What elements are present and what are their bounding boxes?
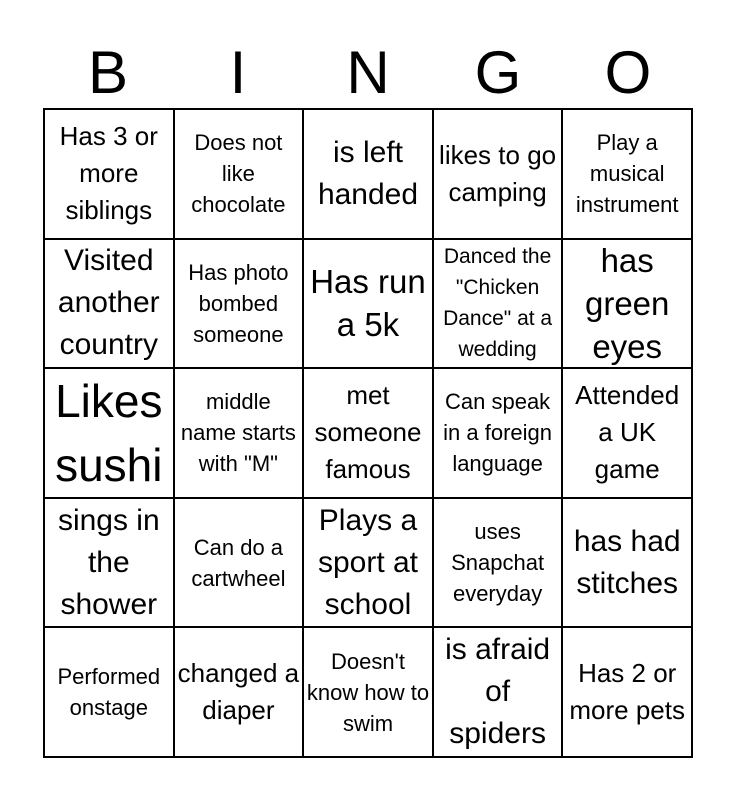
bingo-cell[interactable] — [174, 498, 304, 628]
bingo-cell[interactable] — [433, 109, 563, 239]
header-letter-n: N — [346, 39, 390, 106]
cell-text: Doesn't know how to swim — [306, 648, 430, 736]
bingo-cell[interactable] — [44, 109, 174, 239]
bingo-cell[interactable] — [44, 498, 174, 628]
cell-text: uses Snapchat everyday — [451, 519, 545, 607]
cell-text: has green eyes — [584, 241, 670, 365]
bingo-cell[interactable] — [303, 627, 433, 757]
cell-text: Can speak in a foreign language — [443, 389, 553, 477]
cell-text: changed a diaper — [177, 658, 300, 726]
cell-text: has had stitches — [573, 524, 681, 600]
bingo-cell[interactable] — [44, 368, 174, 498]
header-letter-i: I — [229, 39, 247, 106]
cell-text: is left handed — [317, 135, 419, 211]
bingo-cell[interactable] — [303, 368, 433, 498]
cell-text: Attended a UK game — [575, 380, 680, 485]
bingo-cell[interactable] — [562, 627, 692, 757]
bingo-cell[interactable] — [303, 239, 433, 369]
cell-text: Play a musical instrument — [575, 130, 679, 218]
bingo-cell[interactable] — [433, 627, 563, 757]
bingo-cell[interactable] — [433, 498, 563, 628]
bingo-cell[interactable] — [562, 498, 692, 628]
bingo-header — [43, 38, 693, 108]
bingo-cell[interactable] — [562, 109, 692, 239]
cell-text: Performed onstage — [57, 664, 161, 721]
header-letter-o: O — [604, 39, 652, 106]
cell-text: likes to go camping — [439, 139, 557, 207]
cell-text: Has 3 or more siblings — [59, 121, 158, 226]
bingo-cell[interactable] — [303, 498, 433, 628]
bingo-cell[interactable] — [433, 368, 563, 498]
cell-text: Can do a cartwheel — [191, 534, 286, 591]
cell-text: Visited another country — [57, 244, 160, 362]
bingo-cell[interactable] — [174, 627, 304, 757]
bingo-cell[interactable] — [44, 239, 174, 369]
cell-text: Has run a 5k — [310, 263, 426, 344]
cell-text: met someone famous — [314, 380, 422, 485]
cell-text: Has 2 or more pets — [569, 658, 685, 726]
bingo-cell[interactable] — [303, 109, 433, 239]
bingo-cell[interactable] — [174, 368, 304, 498]
header-letter-g: G — [474, 39, 522, 106]
cell-text: Plays a sport at school — [317, 503, 419, 621]
bingo-cell[interactable] — [174, 239, 304, 369]
bingo-cell[interactable] — [433, 239, 563, 369]
cell-text: middle name starts with "M" — [180, 389, 296, 477]
cell-text: Likes sushi — [55, 375, 163, 491]
cell-text: is afraid of spiders — [445, 633, 551, 751]
header-letter-b: B — [87, 39, 129, 106]
cell-text: sings in the shower — [57, 503, 160, 621]
bingo-cell[interactable] — [44, 627, 174, 757]
bingo-cell[interactable] — [174, 109, 304, 239]
bingo-cell[interactable] — [562, 239, 692, 369]
cell-text: Does not like chocolate — [191, 130, 286, 218]
cell-text: Has photo bombed someone — [188, 259, 289, 347]
bingo-cell[interactable] — [562, 368, 692, 498]
cell-text: Danced the "Chicken Dance" at a wedding — [443, 245, 553, 362]
bingo-card — [43, 108, 693, 758]
